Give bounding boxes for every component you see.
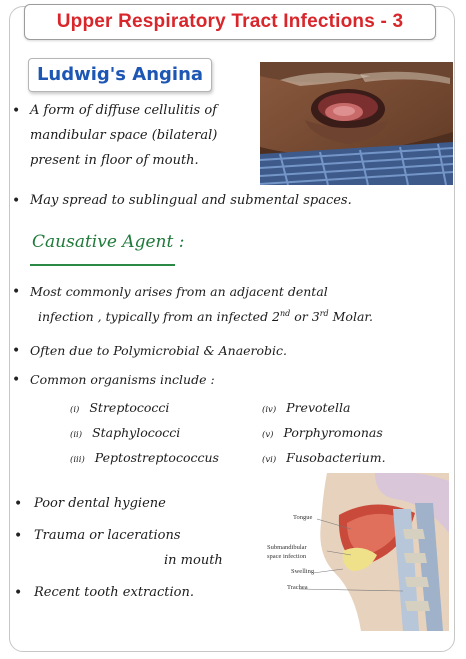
organism-item (262, 425, 383, 440)
organism-number: (v) (262, 430, 274, 440)
cause-line-2 (38, 309, 373, 324)
page-title: Upper Respiratory Tract Infections - 3 (56, 11, 404, 32)
organism-number: (iii) (70, 455, 85, 465)
organism-item (70, 425, 180, 440)
cause-line-2-text: infection , typically from an infected 2 (38, 309, 281, 325)
subtitle-box (28, 58, 212, 92)
risk-hygiene: Poor dental hygiene (34, 496, 166, 511)
organism-number: (ii) (70, 430, 83, 440)
section-heading-causative-agent: Causative Agent : (32, 232, 185, 252)
organism-item (70, 450, 219, 465)
superscript-nd: nd (280, 309, 291, 318)
definition-line-3: present in floor of mouth. (30, 153, 199, 168)
bullet-dot: • (12, 193, 21, 209)
definition-line-2: mandibular space (bilateral) (30, 128, 218, 143)
organism-item (70, 400, 169, 415)
polymicrobial-line: Often due to Polymicrobial & Anaerobic. (30, 343, 288, 358)
organisms-intro: Common organisms include : (30, 372, 215, 387)
superscript-rd: rd (319, 309, 329, 318)
organism-name: Staphylococci (92, 425, 181, 440)
label-swelling: Swelling (291, 568, 315, 575)
organism-item (262, 450, 386, 465)
title-banner (24, 4, 436, 40)
label-trachea: Trachea (287, 584, 308, 591)
organism-name: Prevotella (286, 400, 351, 415)
section-underline (30, 264, 175, 266)
bullet-dot: • (14, 585, 23, 601)
cause-line-2-end: Molar. (328, 309, 373, 325)
cause-line-1: Most commonly arises from an adjacent dental (30, 284, 328, 299)
patient-photo (260, 62, 453, 185)
organism-name: Fusobacterium. (286, 450, 386, 465)
organism-item (262, 400, 350, 415)
organism-name: Porphyromonas (283, 425, 383, 440)
bullet-dot: • (12, 284, 21, 300)
risk-extraction: Recent tooth extraction. (34, 585, 194, 600)
label-tongue: Tongue (293, 514, 313, 521)
subtitle: Ludwig's Angina (36, 64, 204, 85)
bullet-dot: • (14, 528, 23, 544)
organism-number: (vi) (262, 455, 277, 465)
risk-trauma-line-1: Trauma or lacerations (34, 528, 181, 543)
spread-line: May spread to sublingual and submental spaces. (30, 193, 352, 208)
label-submandibular-line-2: space infection (267, 553, 307, 560)
organism-number: (iv) (262, 405, 277, 415)
bullet-dot: • (12, 103, 21, 119)
risk-trauma-line-2: in mouth (164, 553, 223, 568)
cause-line-2-mid: or 3 (290, 309, 320, 325)
definition-line-1: A form of diffuse cellulitis of (30, 103, 217, 118)
label-submandibular-line-1: Submandibular (267, 544, 307, 551)
organism-number: (i) (70, 405, 80, 415)
organism-name: Streptococci (89, 400, 170, 415)
bullet-dot: • (14, 496, 23, 512)
bullet-dot: • (12, 372, 21, 388)
anatomy-diagram (265, 473, 449, 631)
organism-name: Peptostreptococcus (94, 450, 219, 465)
bullet-dot: • (12, 343, 21, 359)
